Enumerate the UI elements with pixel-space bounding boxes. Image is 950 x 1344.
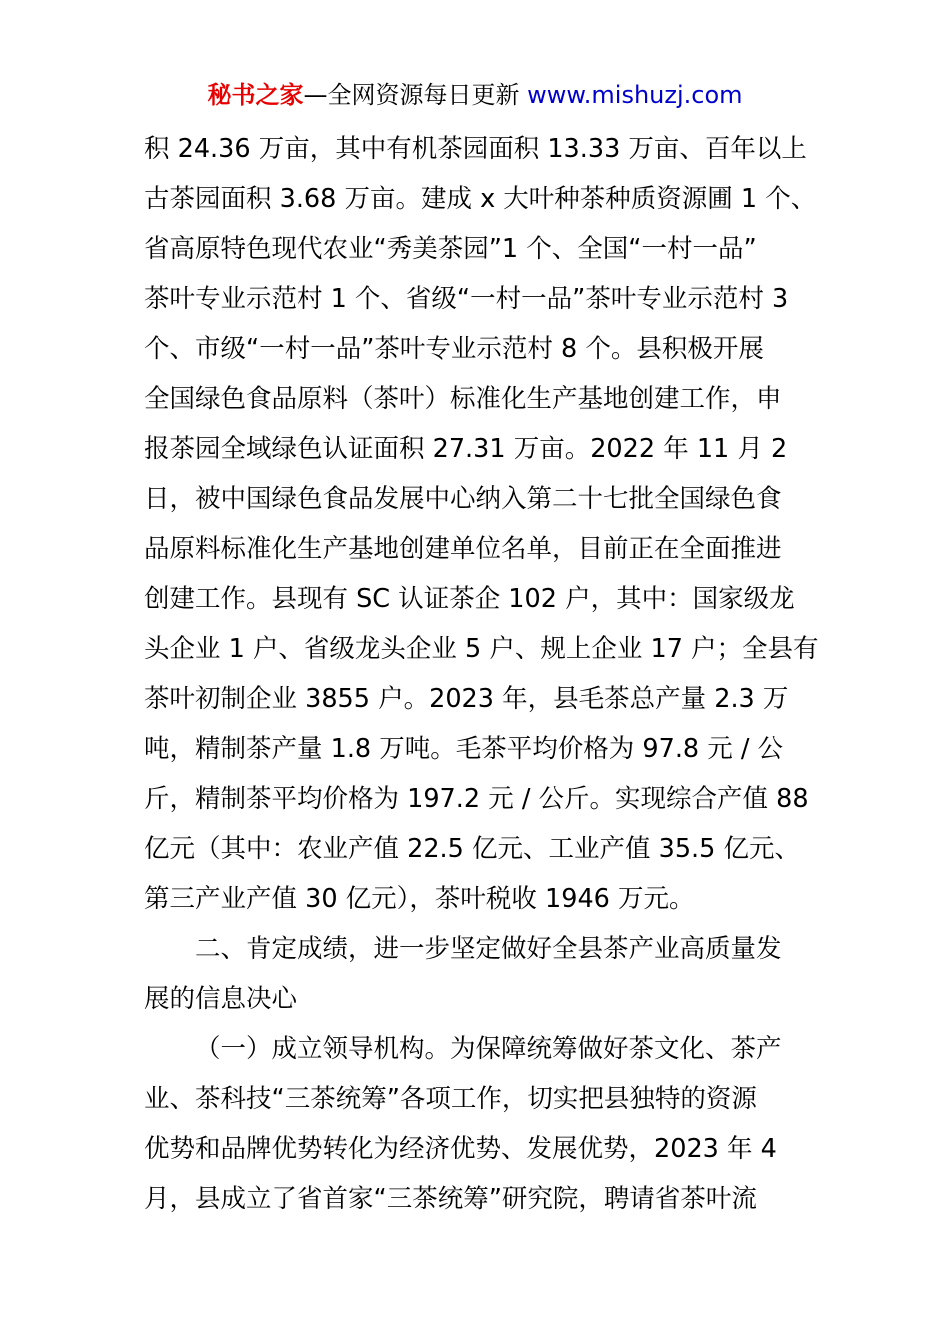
text-line: 积 24.36 万亩，其中有机茶园面积 13.33 万亩、百年以上 <box>144 134 807 164</box>
text-line: 亿元（其中：农业产值 22.5 亿元、工业产值 35.5 亿元、 <box>144 834 800 864</box>
text-line: 全国绿色食品原料（茶叶）标准化生产基地创建工作，申 <box>144 384 782 414</box>
text-line: 月，县成立了省首家“三茶统筹”研究院，聘请省茶叶流 <box>144 1184 757 1214</box>
text-line: 个、市级“一村一品”茶叶专业示范村 8 个。县积极开展 <box>144 334 764 364</box>
text-line: 创建工作。县现有 SC 认证茶企 102 户，其中：国家级龙 <box>144 584 795 614</box>
site-name: 秘书之家 <box>207 81 304 109</box>
site-tagline: —全网资源每日更新 <box>303 81 528 109</box>
text-line: 古茶园面积 3.68 万亩。建成 x 大叶种茶种质资源圃 1 个、 <box>144 184 817 214</box>
section-heading-continued: 展的信息决心 <box>144 984 298 1014</box>
text-line: 优势和品牌优势转化为经济优势、发展优势，2023 年 4 <box>144 1134 777 1164</box>
text-line: 业、茶科技“三茶统筹”各项工作，切实把县独特的资源 <box>144 1084 757 1114</box>
site-url-link[interactable]: www.mishuzj.com <box>527 81 743 109</box>
text-line: 头企业 1 户、省级龙头企业 5 户、规上企业 17 户；全县有 <box>144 634 819 664</box>
document-body <box>144 124 819 1224</box>
text-line: 吨，精制茶产量 1.8 万吨。毛茶平均价格为 97.8 元 / 公 <box>144 734 784 764</box>
text-line: 日，被中国绿色食品发展中心纳入第二十七批全国绿色食 <box>144 484 782 514</box>
text-line: 茶叶初制企业 3855 户。2023 年，县毛茶总产量 2.3 万 <box>144 684 789 714</box>
text-line: 报茶园全域绿色认证面积 27.31 万亩。2022 年 11 月 2 <box>144 434 788 464</box>
paragraph-start: （一）成立领导机构。为保障统筹做好茶文化、茶产 <box>195 1034 782 1064</box>
text-line: 斤，精制茶平均价格为 197.2 元 / 公斤。实现综合产值 88 <box>144 784 809 814</box>
text-line: 茶叶专业示范村 1 个、省级“一村一品”茶叶专业示范村 3 <box>144 284 789 314</box>
section-heading: 二、肯定成绩，进一步坚定做好全县茶产业高质量发 <box>195 934 782 964</box>
site-header <box>0 78 950 112</box>
text-line: 第三产业产值 30 亿元），茶叶税收 1946 万元。 <box>144 884 695 914</box>
text-line: 省高原特色现代农业“秀美茶园”1 个、全国“一村一品” <box>144 234 757 264</box>
text-line: 品原料标准化生产基地创建单位名单，目前正在全面推进 <box>144 534 782 564</box>
